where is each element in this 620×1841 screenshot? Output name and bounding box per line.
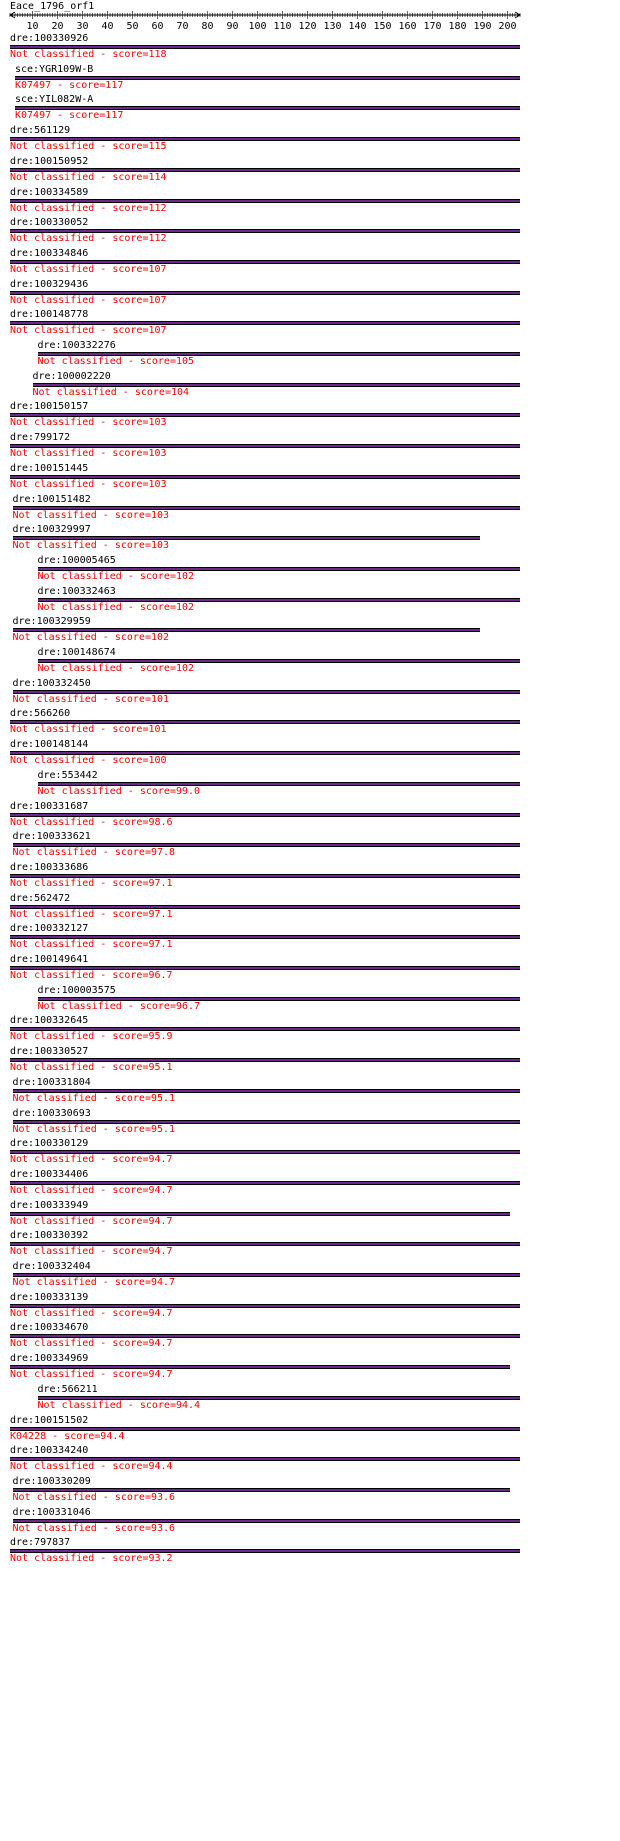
hit-id[interactable]: dre:100002220 (32, 370, 111, 382)
hit-annotation: Not classified - score=94.4 (37, 1399, 201, 1411)
hit-annotation: Not classified - score=94.7 (10, 1215, 173, 1227)
hit-annotation: Not classified - score=94.7 (10, 1307, 173, 1319)
hit-id[interactable]: dre:100003575 (37, 984, 116, 996)
axis-tick-label: 20 (51, 21, 64, 32)
axis-tick-label: 190 (473, 21, 492, 32)
hit-annotation: Not classified - score=93.6 (12, 1522, 176, 1534)
hit-annotation: Not classified - score=103 (10, 448, 167, 460)
hit-id[interactable]: dre:100330926 (10, 33, 89, 44)
hit-annotation: Not classified - score=94.7 (10, 1154, 173, 1166)
hit-annotation: Not classified - score=112 (10, 202, 167, 214)
hit-id[interactable]: dre:100331687 (10, 800, 89, 812)
hit-id[interactable]: dre:100330052 (10, 217, 89, 229)
hit-annotation: Not classified - score=94.7 (10, 1246, 173, 1258)
hit-annotation: Not classified - score=103 (12, 509, 170, 521)
hit-id[interactable]: dre:100151482 (12, 493, 91, 505)
hit-id[interactable]: dre:100334240 (10, 1445, 89, 1457)
hit-id[interactable]: dre:100330527 (10, 1046, 89, 1058)
hit-id[interactable]: dre:566260 (10, 708, 71, 720)
hit-annotation: Not classified - score=102 (37, 570, 195, 582)
hit-annotation: Not classified - score=102 (12, 632, 170, 644)
hit-annotation: Not classified - score=94.7 (10, 1369, 173, 1381)
hit-id[interactable]: dre:100331046 (12, 1506, 91, 1518)
hit-annotation: Not classified - score=96.7 (37, 1000, 201, 1012)
axis-tick-label: 90 (226, 21, 239, 32)
hit-annotation: Not classified - score=96.7 (10, 970, 173, 981)
hit-annotation: Not classified - score=104 (32, 386, 190, 398)
hit-id[interactable]: dre:100330129 (10, 1138, 89, 1150)
hit-annotation: Not classified - score=95.1 (12, 1092, 176, 1104)
hit-id[interactable]: dre:100332463 (37, 585, 116, 597)
axis-tick-label: 30 (76, 21, 89, 32)
hit-id[interactable]: dre:100334406 (10, 1168, 89, 1180)
hit-id[interactable]: dre:799172 (10, 432, 71, 444)
hit-id[interactable]: dre:100329997 (12, 524, 91, 536)
hit-annotation: Not classified - score=93.6 (12, 1491, 176, 1503)
hit-annotation: Not classified - score=107 (10, 294, 167, 306)
hit-annotation: Not classified - score=103 (10, 417, 167, 429)
axis-tick-label: 170 (423, 21, 442, 32)
axis-tick-label: 60 (151, 21, 164, 32)
axis-tick-label: 180 (448, 21, 467, 32)
hit-id[interactable]: dre:797837 (10, 1537, 71, 1549)
hit-id[interactable]: dre:100330392 (10, 1230, 89, 1242)
axis-tick-label: 130 (323, 21, 342, 32)
hit-id[interactable]: dre:100150952 (10, 155, 89, 167)
hit-id[interactable]: dre:100331804 (12, 1076, 91, 1088)
hit-annotation: Not classified - score=95.9 (10, 1031, 173, 1043)
axis-tick-label: 50 (126, 21, 139, 32)
hit-annotation: Not classified - score=97.1 (10, 877, 173, 889)
hit-id[interactable]: dre:100149641 (10, 954, 89, 965)
hit-annotation: Not classified - score=114 (10, 171, 167, 183)
hit-id[interactable]: dre:100005465 (37, 554, 116, 566)
hit-id[interactable]: dre:553442 (37, 769, 98, 781)
hit-annotation: Not classified - score=103 (10, 478, 167, 490)
hit-id[interactable]: dre:566211 (37, 1383, 98, 1395)
hit-annotation: Not classified - score=95.1 (12, 1123, 176, 1135)
hit-annotation: Not classified - score=100 (10, 755, 167, 767)
hit-id[interactable]: dre:100332450 (12, 677, 91, 689)
hit-id[interactable]: dre:100332645 (10, 1015, 89, 1027)
axis-tick-label: 120 (298, 21, 317, 32)
axis-tick-label: 100 (248, 21, 267, 32)
hit-annotation: Not classified - score=105 (37, 356, 195, 367)
hit-annotation: Not classified - score=94.7 (10, 1338, 173, 1350)
hit-id[interactable]: sce:YGR109W-B (15, 63, 94, 75)
hit-id[interactable]: dre:100330209 (12, 1475, 91, 1487)
hit-id[interactable]: dre:100333139 (10, 1291, 89, 1303)
hit-annotation: Not classified - score=95.1 (10, 1062, 173, 1074)
hit-annotation: Not classified - score=102 (37, 601, 195, 613)
hit-id[interactable]: dre:100151445 (10, 462, 89, 474)
hit-id[interactable]: dre:100150157 (10, 401, 89, 413)
hit-annotation: K04228 - score=94.4 (10, 1430, 125, 1442)
hit-id[interactable]: dre:100151502 (10, 1414, 89, 1426)
hit-id[interactable]: dre:100332127 (10, 923, 89, 935)
hit-id[interactable]: dre:561129 (10, 125, 71, 137)
axis-tick-label: 150 (373, 21, 392, 32)
hit-id[interactable]: dre:100333949 (10, 1199, 89, 1211)
axis-tick-label: 70 (176, 21, 189, 32)
hit-id[interactable]: dre:100333621 (12, 831, 91, 843)
hit-annotation: Not classified - score=94.4 (10, 1461, 173, 1473)
hit-id[interactable]: dre:100148674 (37, 647, 116, 658)
hit-annotation: Not classified - score=107 (10, 325, 167, 337)
hit-id[interactable]: dre:100330693 (12, 1107, 91, 1119)
hit-id[interactable]: dre:100334846 (10, 247, 89, 259)
hit-annotation: Not classified - score=99.0 (37, 785, 201, 797)
hit-id[interactable]: dre:562472 (10, 892, 71, 904)
hit-annotation: Not classified - score=118 (10, 49, 167, 60)
hit-annotation: Not classified - score=102 (37, 663, 195, 674)
hit-annotation: Not classified - score=112 (10, 233, 167, 245)
hit-id[interactable]: dre:100334589 (10, 186, 89, 198)
query-title: Eace_1796_orf1 (10, 1, 95, 12)
hit-id[interactable]: dre:100334969 (10, 1353, 89, 1365)
sequence-axis (0, 0, 620, 40)
hit-id[interactable]: dre:100329436 (10, 278, 89, 290)
hit-id[interactable]: dre:100332404 (12, 1261, 91, 1272)
hit-annotation: Not classified - score=97.1 (10, 939, 173, 951)
hit-annotation: Not classified - score=107 (10, 263, 167, 275)
hit-id[interactable]: dre:100332276 (37, 340, 116, 351)
hit-annotation: Not classified - score=97.8 (12, 847, 176, 859)
axis-tick-label: 40 (101, 21, 114, 32)
hit-annotation: Not classified - score=94.7 (10, 1184, 173, 1196)
hit-annotation: Not classified - score=101 (12, 693, 170, 705)
hit-annotation: Not classified - score=94.7 (12, 1277, 176, 1288)
axis-tick-label: 200 (498, 21, 517, 32)
hit-annotation: Not classified - score=115 (10, 141, 167, 153)
hit-annotation: K07497 - score=117 (15, 110, 124, 122)
axis-tick-label: 10 (26, 21, 39, 32)
hit-annotation: K07497 - score=117 (15, 79, 124, 91)
hit-annotation: Not classified - score=93.2 (10, 1553, 173, 1565)
hit-annotation: Not classified - score=98.6 (10, 816, 173, 828)
axis-tick-label: 140 (348, 21, 367, 32)
axis-tick-label: 160 (398, 21, 417, 32)
axis-tick-label: 80 (201, 21, 214, 32)
hit-id[interactable]: sce:YIL082W-A (15, 94, 94, 106)
hit-id[interactable]: dre:100148144 (10, 739, 89, 751)
hit-id[interactable]: dre:100333686 (10, 861, 89, 873)
hit-id[interactable]: dre:100329959 (12, 616, 91, 628)
axis-tick-label: 110 (273, 21, 292, 32)
hit-id[interactable]: dre:100148778 (10, 309, 89, 321)
hit-annotation: Not classified - score=103 (12, 540, 170, 552)
hit-id[interactable]: dre:100334670 (10, 1322, 89, 1334)
hit-annotation: Not classified - score=101 (10, 724, 167, 736)
hit-annotation: Not classified - score=97.1 (10, 908, 173, 920)
